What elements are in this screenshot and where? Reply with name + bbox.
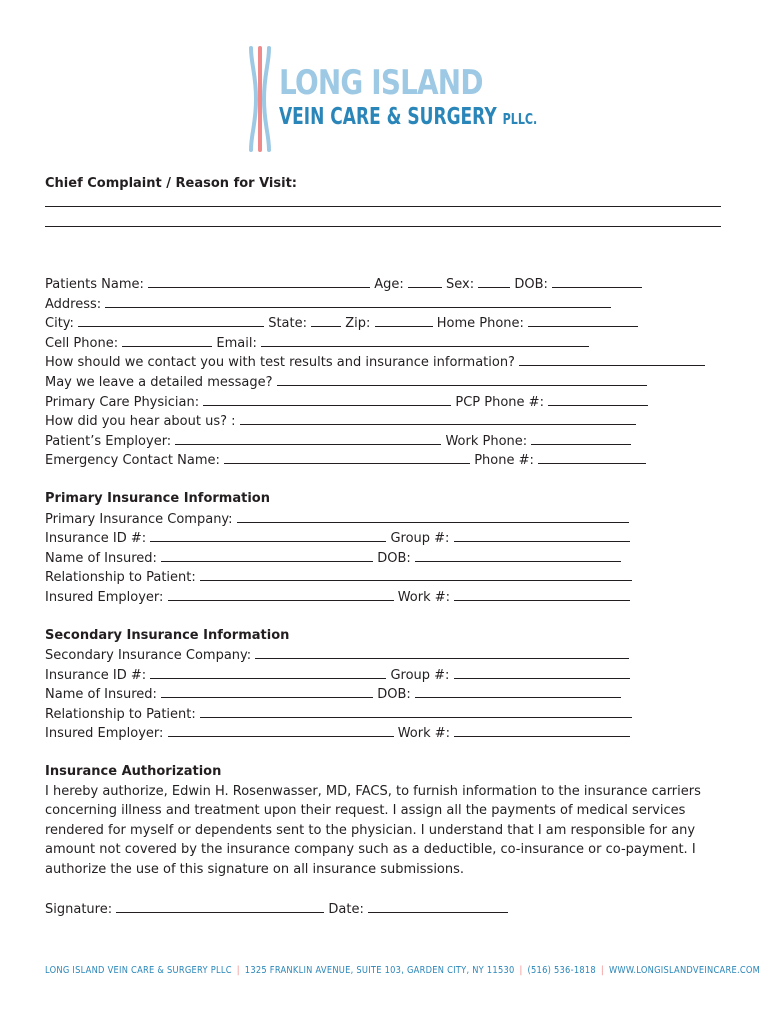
patient-name-field[interactable] bbox=[148, 274, 370, 288]
primary-company-label: Primary Insurance Company: bbox=[45, 511, 233, 527]
city-field[interactable] bbox=[78, 313, 264, 327]
state-field[interactable] bbox=[311, 313, 341, 327]
authorization-text: I hereby authorize, Edwin H. Rosenwasser, MD, FACS, to furnish information to the insurance carriers concerning illness and treatment upon their request. I assign all the payments of medical services rendered for myself or dependents sent to the physician. I understand that I am responsible for any amount not covered by the insurance company such as a deductible, co-insurance or co-payment. I authorize the use of this signature on all insurance submissions. bbox=[45, 783, 701, 878]
secondary-group-label: Group #: bbox=[390, 667, 450, 683]
primary-insured-label: Name of Insured: bbox=[45, 550, 157, 566]
sex-field[interactable] bbox=[478, 274, 510, 288]
logo-subtitle-main: VEIN CARE & SURGERY bbox=[279, 104, 497, 130]
footer-phone: (516) 536-1818 bbox=[527, 965, 596, 976]
secondary-id-row bbox=[45, 665, 725, 685]
contact-method-row bbox=[45, 352, 725, 372]
secondary-id-label: Insurance ID #: bbox=[45, 667, 147, 683]
email-label: Email: bbox=[216, 335, 257, 351]
secondary-dob-field[interactable] bbox=[415, 684, 621, 698]
state-label: State: bbox=[268, 316, 307, 332]
pcp-phone-label: PCP Phone #: bbox=[455, 394, 544, 410]
primary-relationship-field[interactable] bbox=[200, 567, 632, 581]
chief-complaint-heading: Chief Complaint / Reason for Visit: bbox=[45, 176, 297, 191]
city-row bbox=[45, 313, 725, 333]
primary-group-label: Group #: bbox=[390, 531, 450, 547]
secondary-insurance-heading: Secondary Insurance Information bbox=[45, 627, 290, 643]
footer-company: LONG ISLAND VEIN CARE & SURGERY PLLC bbox=[45, 965, 232, 976]
referral-row bbox=[45, 411, 725, 431]
age-field[interactable] bbox=[408, 274, 442, 288]
primary-id-label: Insurance ID #: bbox=[45, 531, 147, 547]
zip-label: Zip: bbox=[345, 316, 371, 332]
primary-dob-label: DOB: bbox=[377, 550, 411, 566]
primary-insurance-heading: Primary Insurance Information bbox=[45, 490, 270, 506]
referral-field[interactable] bbox=[240, 411, 636, 425]
secondary-insured-field[interactable] bbox=[161, 684, 373, 698]
secondary-id-field[interactable] bbox=[150, 665, 386, 679]
home-phone-field[interactable] bbox=[528, 313, 638, 327]
date-field[interactable] bbox=[368, 899, 508, 913]
cell-phone-field[interactable] bbox=[122, 333, 212, 347]
primary-company-row bbox=[45, 509, 725, 529]
pcp-label: Primary Care Physician: bbox=[45, 394, 200, 410]
authorization-heading: Insurance Authorization bbox=[45, 764, 222, 780]
cell-phone-row bbox=[45, 333, 725, 353]
secondary-work-field[interactable] bbox=[454, 723, 630, 737]
primary-company-field[interactable] bbox=[237, 509, 629, 523]
employer-field[interactable] bbox=[175, 431, 441, 445]
logo-subtitle bbox=[279, 106, 537, 129]
employer-label: Patient’s Employer: bbox=[45, 433, 172, 449]
email-field[interactable] bbox=[261, 333, 589, 347]
address-field[interactable] bbox=[105, 294, 611, 308]
emergency-phone-label: Phone #: bbox=[474, 453, 534, 469]
work-phone-label: Work Phone: bbox=[445, 433, 528, 449]
contact-method-field[interactable] bbox=[519, 352, 705, 366]
message-field[interactable] bbox=[277, 372, 647, 386]
signature-field[interactable] bbox=[116, 899, 324, 913]
emergency-row bbox=[45, 450, 725, 470]
emergency-field[interactable] bbox=[224, 450, 470, 464]
secondary-relationship-label: Relationship to Patient: bbox=[45, 706, 196, 722]
primary-work-label: Work #: bbox=[397, 589, 451, 605]
vein-logo-icon bbox=[247, 44, 273, 154]
primary-insured-field[interactable] bbox=[161, 548, 373, 562]
footer-separator: | bbox=[519, 965, 523, 976]
primary-employer-label: Insured Employer: bbox=[45, 589, 164, 605]
dob-label: DOB: bbox=[514, 277, 548, 292]
pcp-field[interactable] bbox=[203, 392, 451, 406]
date-label: Date: bbox=[328, 901, 364, 917]
patient-name-label: Patients Name: bbox=[45, 277, 144, 292]
form-body bbox=[45, 176, 725, 918]
message-row bbox=[45, 372, 725, 392]
referral-label: How did you hear about us? : bbox=[45, 414, 236, 430]
secondary-employer-field[interactable] bbox=[168, 723, 394, 737]
secondary-company-field[interactable] bbox=[255, 645, 629, 659]
secondary-dob-label: DOB: bbox=[377, 687, 411, 703]
address-label: Address: bbox=[45, 296, 102, 312]
cell-phone-label: Cell Phone: bbox=[45, 335, 119, 351]
primary-id-field[interactable] bbox=[150, 528, 386, 542]
secondary-employer-label: Insured Employer: bbox=[45, 726, 164, 742]
signature-row bbox=[45, 899, 725, 919]
pcp-row bbox=[45, 392, 725, 412]
secondary-employer-row bbox=[45, 723, 725, 743]
work-phone-field[interactable] bbox=[531, 431, 631, 445]
contact-method-label: How should we contact you with test results and insurance information? bbox=[45, 355, 515, 371]
company-logo bbox=[247, 44, 537, 154]
age-label: Age: bbox=[374, 277, 404, 292]
primary-id-row bbox=[45, 528, 725, 548]
address-row bbox=[45, 294, 725, 314]
primary-group-field[interactable] bbox=[454, 528, 630, 542]
employer-row bbox=[45, 431, 725, 451]
zip-field[interactable] bbox=[375, 313, 433, 327]
secondary-insured-row bbox=[45, 684, 725, 704]
secondary-group-field[interactable] bbox=[454, 665, 630, 679]
footer-website[interactable]: WWW.LONGISLANDVEINCARE.COM bbox=[608, 965, 761, 976]
pcp-phone-field[interactable] bbox=[548, 392, 648, 406]
patient-name-row bbox=[45, 274, 725, 294]
secondary-relationship-field[interactable] bbox=[200, 704, 632, 718]
home-phone-label: Home Phone: bbox=[436, 316, 524, 332]
logo-subtitle-suffix: PLLC. bbox=[502, 110, 538, 128]
dob-field[interactable] bbox=[552, 274, 642, 288]
footer-separator: | bbox=[236, 965, 240, 976]
primary-relationship-row bbox=[45, 567, 725, 587]
sex-label: Sex: bbox=[446, 277, 475, 292]
primary-dob-field[interactable] bbox=[415, 548, 621, 562]
secondary-company-label: Secondary Insurance Company: bbox=[45, 648, 252, 664]
primary-relationship-label: Relationship to Patient: bbox=[45, 570, 196, 586]
footer-address: 1325 FRANKLIN AVENUE, SUITE 103, GARDEN CITY, NY 11530 bbox=[244, 965, 515, 976]
primary-employer-field[interactable] bbox=[168, 587, 394, 601]
footer-separator: | bbox=[600, 965, 604, 976]
emergency-phone-field[interactable] bbox=[538, 450, 646, 464]
page-footer bbox=[45, 965, 761, 976]
secondary-insured-label: Name of Insured: bbox=[45, 687, 157, 703]
emergency-label: Emergency Contact Name: bbox=[45, 453, 220, 469]
primary-work-field[interactable] bbox=[454, 587, 630, 601]
signature-label: Signature: bbox=[45, 901, 113, 917]
primary-employer-row bbox=[45, 587, 725, 607]
logo-title: LONG ISLAND bbox=[279, 63, 483, 103]
secondary-company-row bbox=[45, 645, 725, 665]
city-label: City: bbox=[45, 316, 74, 332]
secondary-relationship-row bbox=[45, 704, 725, 724]
message-label: May we leave a detailed message? bbox=[45, 374, 273, 390]
primary-insured-row bbox=[45, 548, 725, 568]
secondary-work-label: Work #: bbox=[397, 726, 451, 742]
